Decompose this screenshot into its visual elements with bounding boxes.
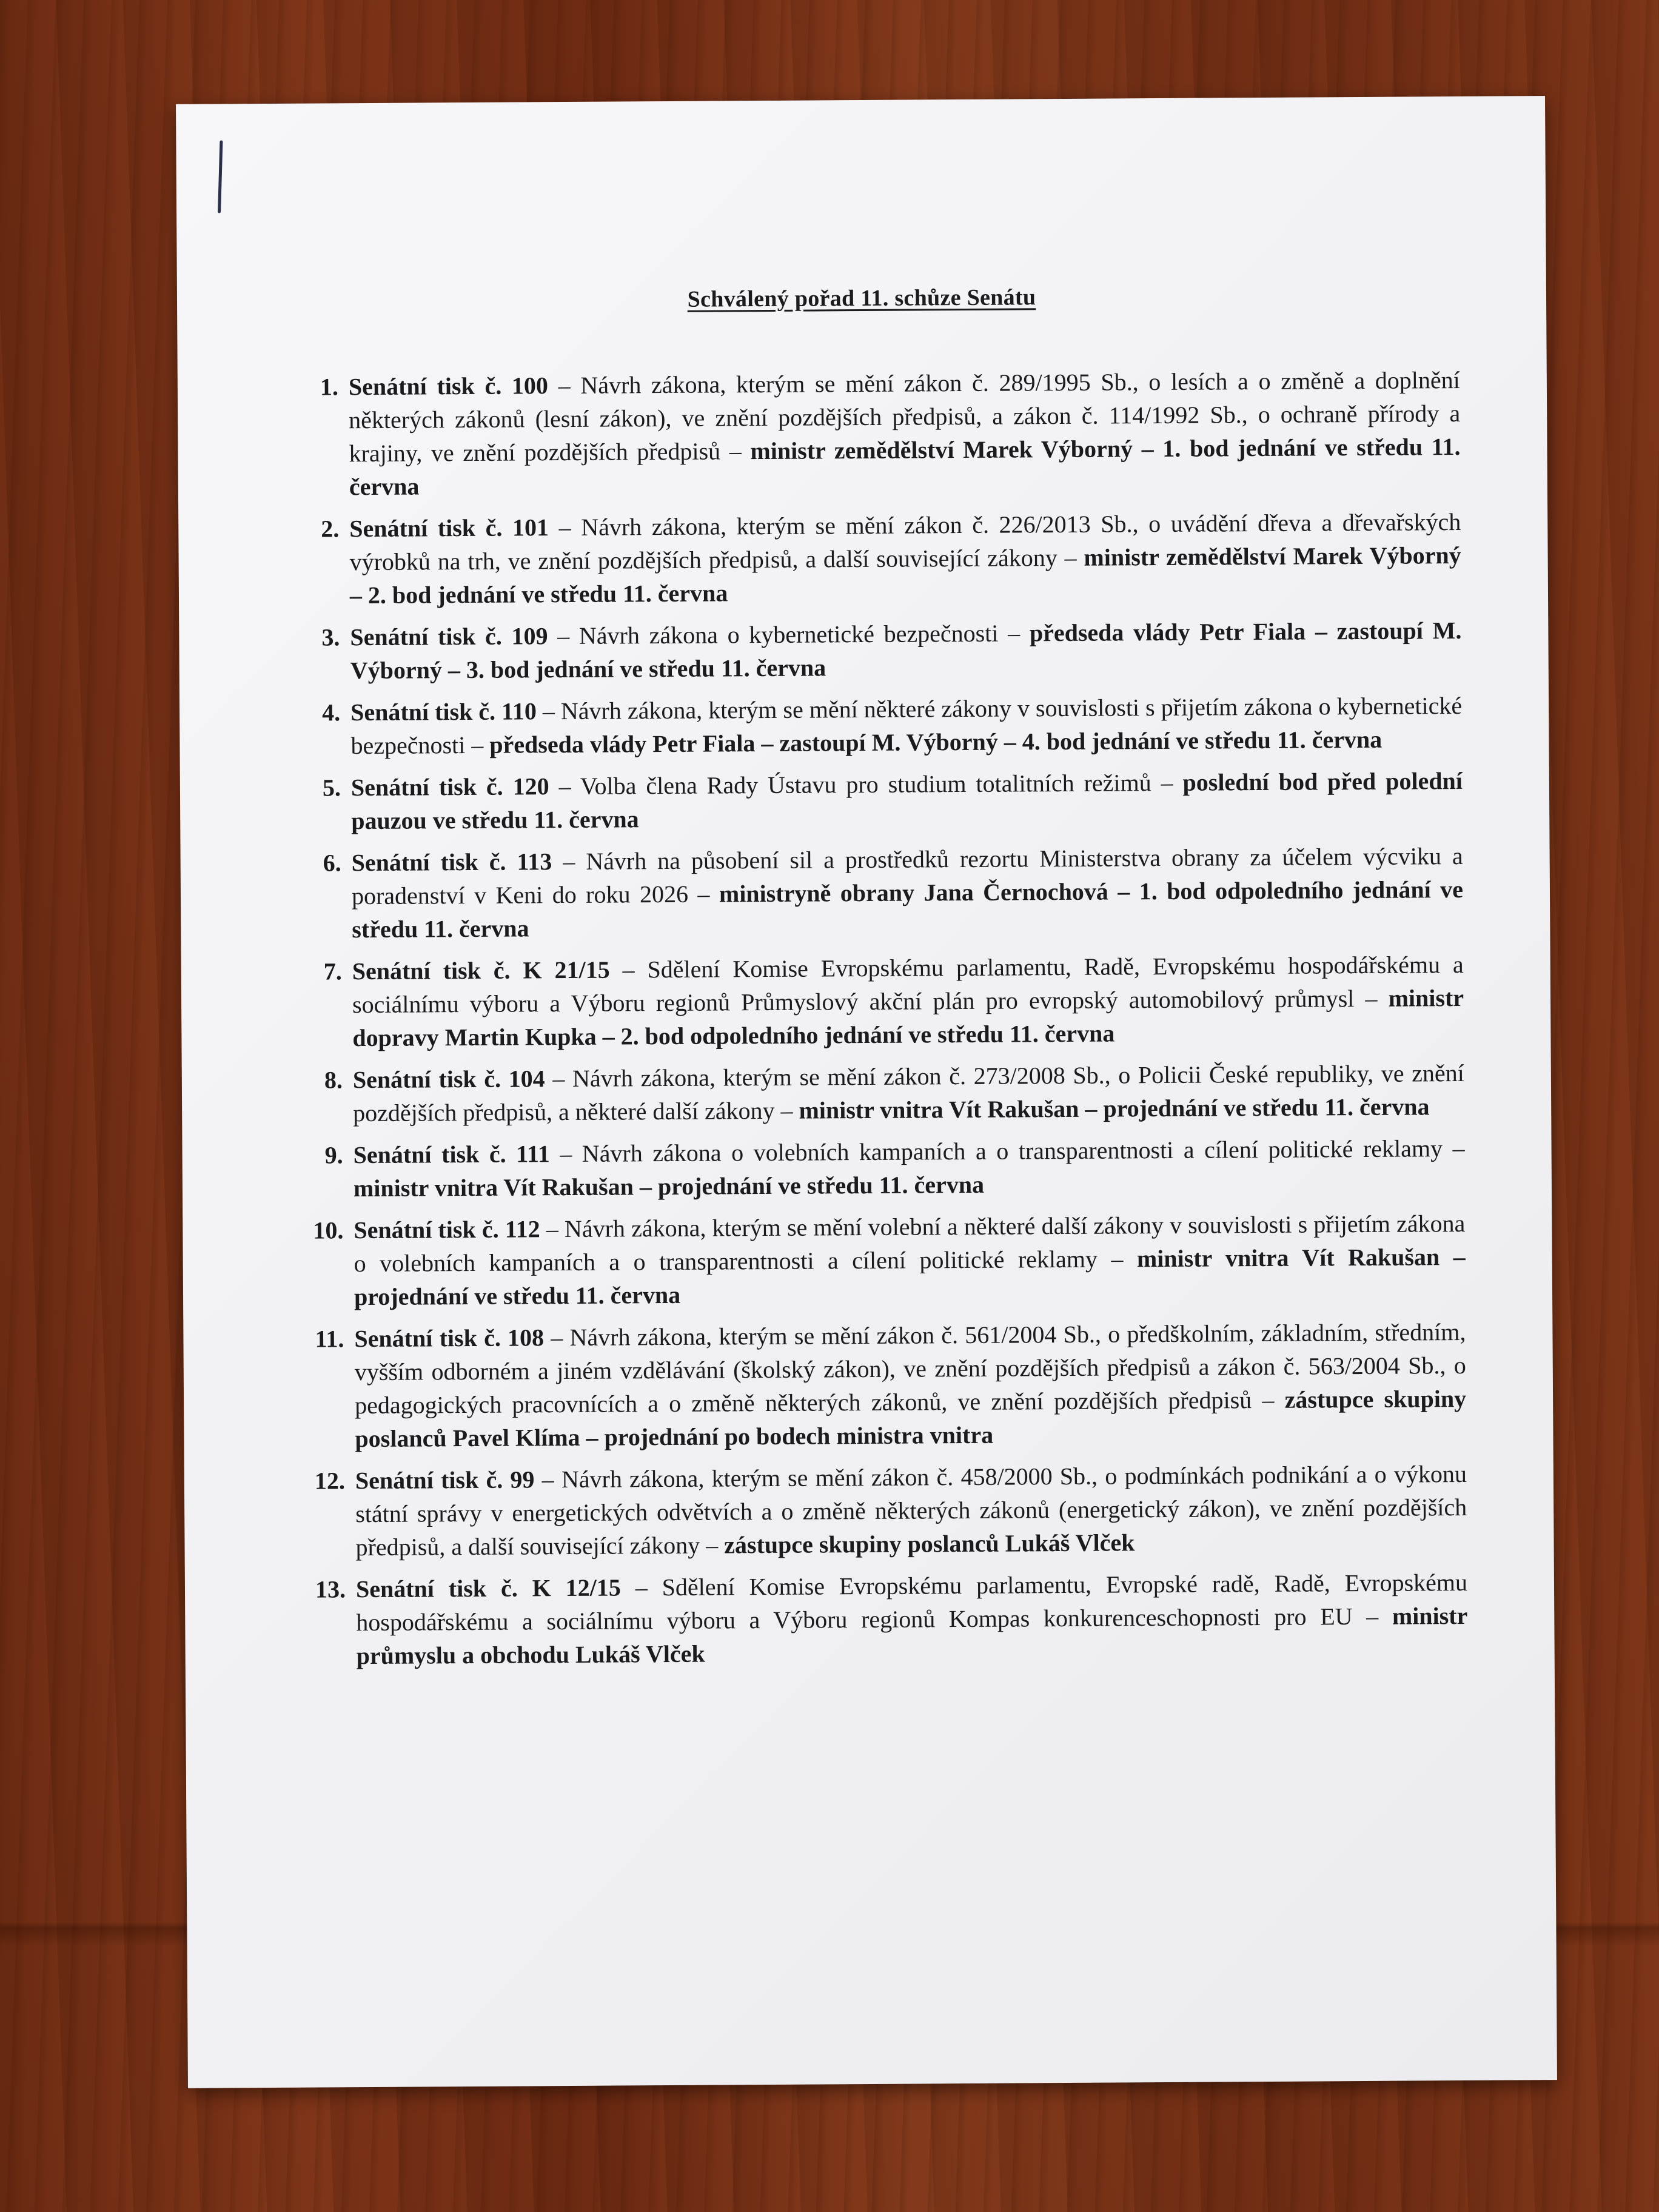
- item-description: – Návrh zákona, kterým se mění některé zákony v souvislosti s přijetím zákona o kybernetické bezpečnosti –: [350, 691, 1463, 760]
- agenda-item-4: [283, 689, 1463, 763]
- item-responsible: předseda vlády Petr Fiala – zastoupí M. Výborný – 3. bod jednání ve středu 11. června: [350, 616, 1462, 685]
- item-tisk: Senátní tisk č. 113: [351, 848, 552, 877]
- item-number: 2.: [321, 515, 340, 543]
- item-description: – Volba člena Rady Ústavu pro studium totalitních režimů –: [549, 768, 1183, 800]
- agenda-item-11: [286, 1315, 1466, 1456]
- item-description: – Návrh na působení sil a prostředků rezortu Ministerstva obrany za účelem výcviku a poradenství v Keni do roku 2026 –: [351, 842, 1463, 910]
- item-description: – Návrh zákona, kterým se mění zákon č. 289/1995 Sb., o lesích a o změně a doplnění některých zákonů (lesní zákon), ve znění pozdějších předpisů, a zákon č. 114/1992 Sb., o ochraně přírody a krajiny, ve znění pozdějších předpisů –: [349, 366, 1461, 468]
- item-responsible: ministryně obrany Jana Černochová – 1. bod odpoledního jednání ve středu 11. června: [352, 875, 1464, 943]
- agenda-item-10: [286, 1207, 1466, 1314]
- agenda-item-1: [281, 363, 1461, 504]
- item-number: 13.: [315, 1575, 346, 1603]
- item-number: 10.: [313, 1216, 344, 1244]
- item-responsible: ministr vnitra Vít Rakušan – projednání ve středu 11. června: [353, 1170, 985, 1202]
- item-number: 8.: [324, 1066, 343, 1094]
- item-description: – Návrh zákona, kterým se mění zákon č. 273/2008 Sb., o Policii České republiky, ve znění pozdějších předpisů, a některé další zákony –: [353, 1059, 1464, 1127]
- item-responsible: poslední bod před polední pauzou ve středu 11. června: [351, 766, 1463, 835]
- item-tisk: Senátní tisk č. 120: [350, 773, 549, 802]
- item-number: 7.: [323, 957, 342, 985]
- item-number: 6.: [323, 849, 341, 877]
- item-tisk: Senátní tisk č. 110: [350, 697, 537, 726]
- agenda-item-9: [285, 1131, 1465, 1205]
- item-responsible: ministr dopravy Martin Kupka – 2. bod odpoledního jednání ve středu 11. června: [352, 984, 1464, 1052]
- item-responsible: ministr vnitra Vít Rakušan – projednání ve středu 11. června: [799, 1093, 1430, 1124]
- item-tisk: Senátní tisk č. 111: [353, 1140, 550, 1169]
- item-number: 4.: [322, 699, 341, 726]
- item-responsible: zástupce skupiny poslanců Pavel Klíma – projednání po bodech ministra vnitra: [355, 1384, 1467, 1453]
- agenda-item-3: [282, 614, 1462, 688]
- item-tisk: Senátní tisk č. 109: [350, 622, 548, 651]
- item-description: – Sdělení Komise Evropskému parlamentu, Radě, Evropskému hospodářskému a sociálnímu výboru a Výboru regionů Průmyslový akční plán pro evropský automobilový průmysl –: [352, 950, 1464, 1019]
- item-description: – Návrh zákona, kterým se mění zákon č. 226/2013 Sb., o uvádění dřeva a dřevařských výrobků na trh, ve znění pozdějších předpisů, a další související zákony –: [349, 508, 1461, 576]
- agenda-item-7: [284, 948, 1464, 1055]
- item-responsible: předseda vlády Petr Fiala – zastoupí M. Výborný – 4. bod jednání ve středu 11. června: [489, 725, 1382, 759]
- item-number: 12.: [314, 1467, 346, 1495]
- item-tisk: Senátní tisk č. 112: [354, 1215, 540, 1244]
- item-responsible: ministr zemědělství Marek Výborný – 2. bod jednání ve středu 11. června: [349, 541, 1461, 609]
- item-number: 5.: [322, 774, 341, 802]
- item-description: – Sdělení Komise Evropskému parlamentu, Evropské radě, Radě, Evropskému hospodářskému a sociálnímu výboru a Výboru regionů Kompas konkurenceschopnosti pro EU –: [356, 1568, 1468, 1637]
- agenda-item-2: [281, 505, 1461, 612]
- document-title: Schválený pořad 11. schůze Senátu: [687, 284, 1036, 312]
- agenda-list: [281, 363, 1468, 1681]
- item-description: – Návrh zákona, kterým se mění zákon č. 561/2004 Sb., o předškolním, základním, středním, vyšším odborném a jiném vzdělávání (školský zákon), ve znění pozdějších předpisů a zákon č. 563/2004 Sb., o pedagogických pracovnících a o změně některých zákonů, ve znění pozdějších předpisů –: [354, 1318, 1466, 1419]
- item-tisk: Senátní tisk č. K 21/15: [352, 956, 610, 985]
- agenda-item-13: [288, 1566, 1468, 1673]
- item-tisk: Senátní tisk č. 108: [354, 1324, 545, 1353]
- item-description: – Návrh zákona o kybernetické bezpečnosti –: [548, 619, 1030, 650]
- item-tisk: Senátní tisk č. 99: [355, 1466, 535, 1495]
- item-tisk: Senátní tisk č. 104: [352, 1065, 545, 1094]
- item-responsible: ministr vnitra Vít Rakušan – projednání ve středu 11. června: [354, 1242, 1466, 1311]
- agenda-item-8: [285, 1056, 1465, 1130]
- item-description: – Návrh zákona, kterým se mění zákon č. 458/2000 Sb., o podmínkách podnikání a o výkonu státní správy v energetických odvětvích a o změně některých zákonů (energetický zákon), ve znění pozdějších předpisů, a další související zákony –: [355, 1460, 1467, 1561]
- item-tisk: Senátní tisk č. 100: [348, 372, 549, 401]
- agenda-item-6: [284, 839, 1464, 947]
- document-page: [176, 96, 1557, 2088]
- item-number: 1.: [320, 373, 339, 401]
- item-number: 3.: [321, 623, 340, 651]
- item-responsible: zástupce skupiny poslanců Lukáš Vlček: [724, 1529, 1135, 1559]
- item-tisk: Senátní tisk č. K 12/15: [355, 1574, 621, 1603]
- item-description: – Návrh zákona, kterým se mění volební a některé další zákony v souvislosti s přijetím zákona o volebních kampaních a o transparentnosti a cílení politické reklamy –: [354, 1209, 1466, 1278]
- agenda-item-5: [283, 764, 1463, 838]
- item-responsible: ministr průmyslu a obchodu Lukáš Vlček: [356, 1601, 1468, 1670]
- item-description: – Návrh zákona o volebních kampaních a o transparentnosti a cílení politické reklamy –: [549, 1134, 1465, 1168]
- item-tisk: Senátní tisk č. 101: [349, 514, 549, 543]
- item-responsible: ministr zemědělství Marek Výborný – 1. bod jednání ve středu 11. června: [349, 432, 1461, 501]
- agenda-item-12: [287, 1457, 1467, 1564]
- item-number: 11.: [315, 1325, 344, 1353]
- item-number: 9.: [324, 1141, 343, 1169]
- pen-mark: [218, 140, 223, 213]
